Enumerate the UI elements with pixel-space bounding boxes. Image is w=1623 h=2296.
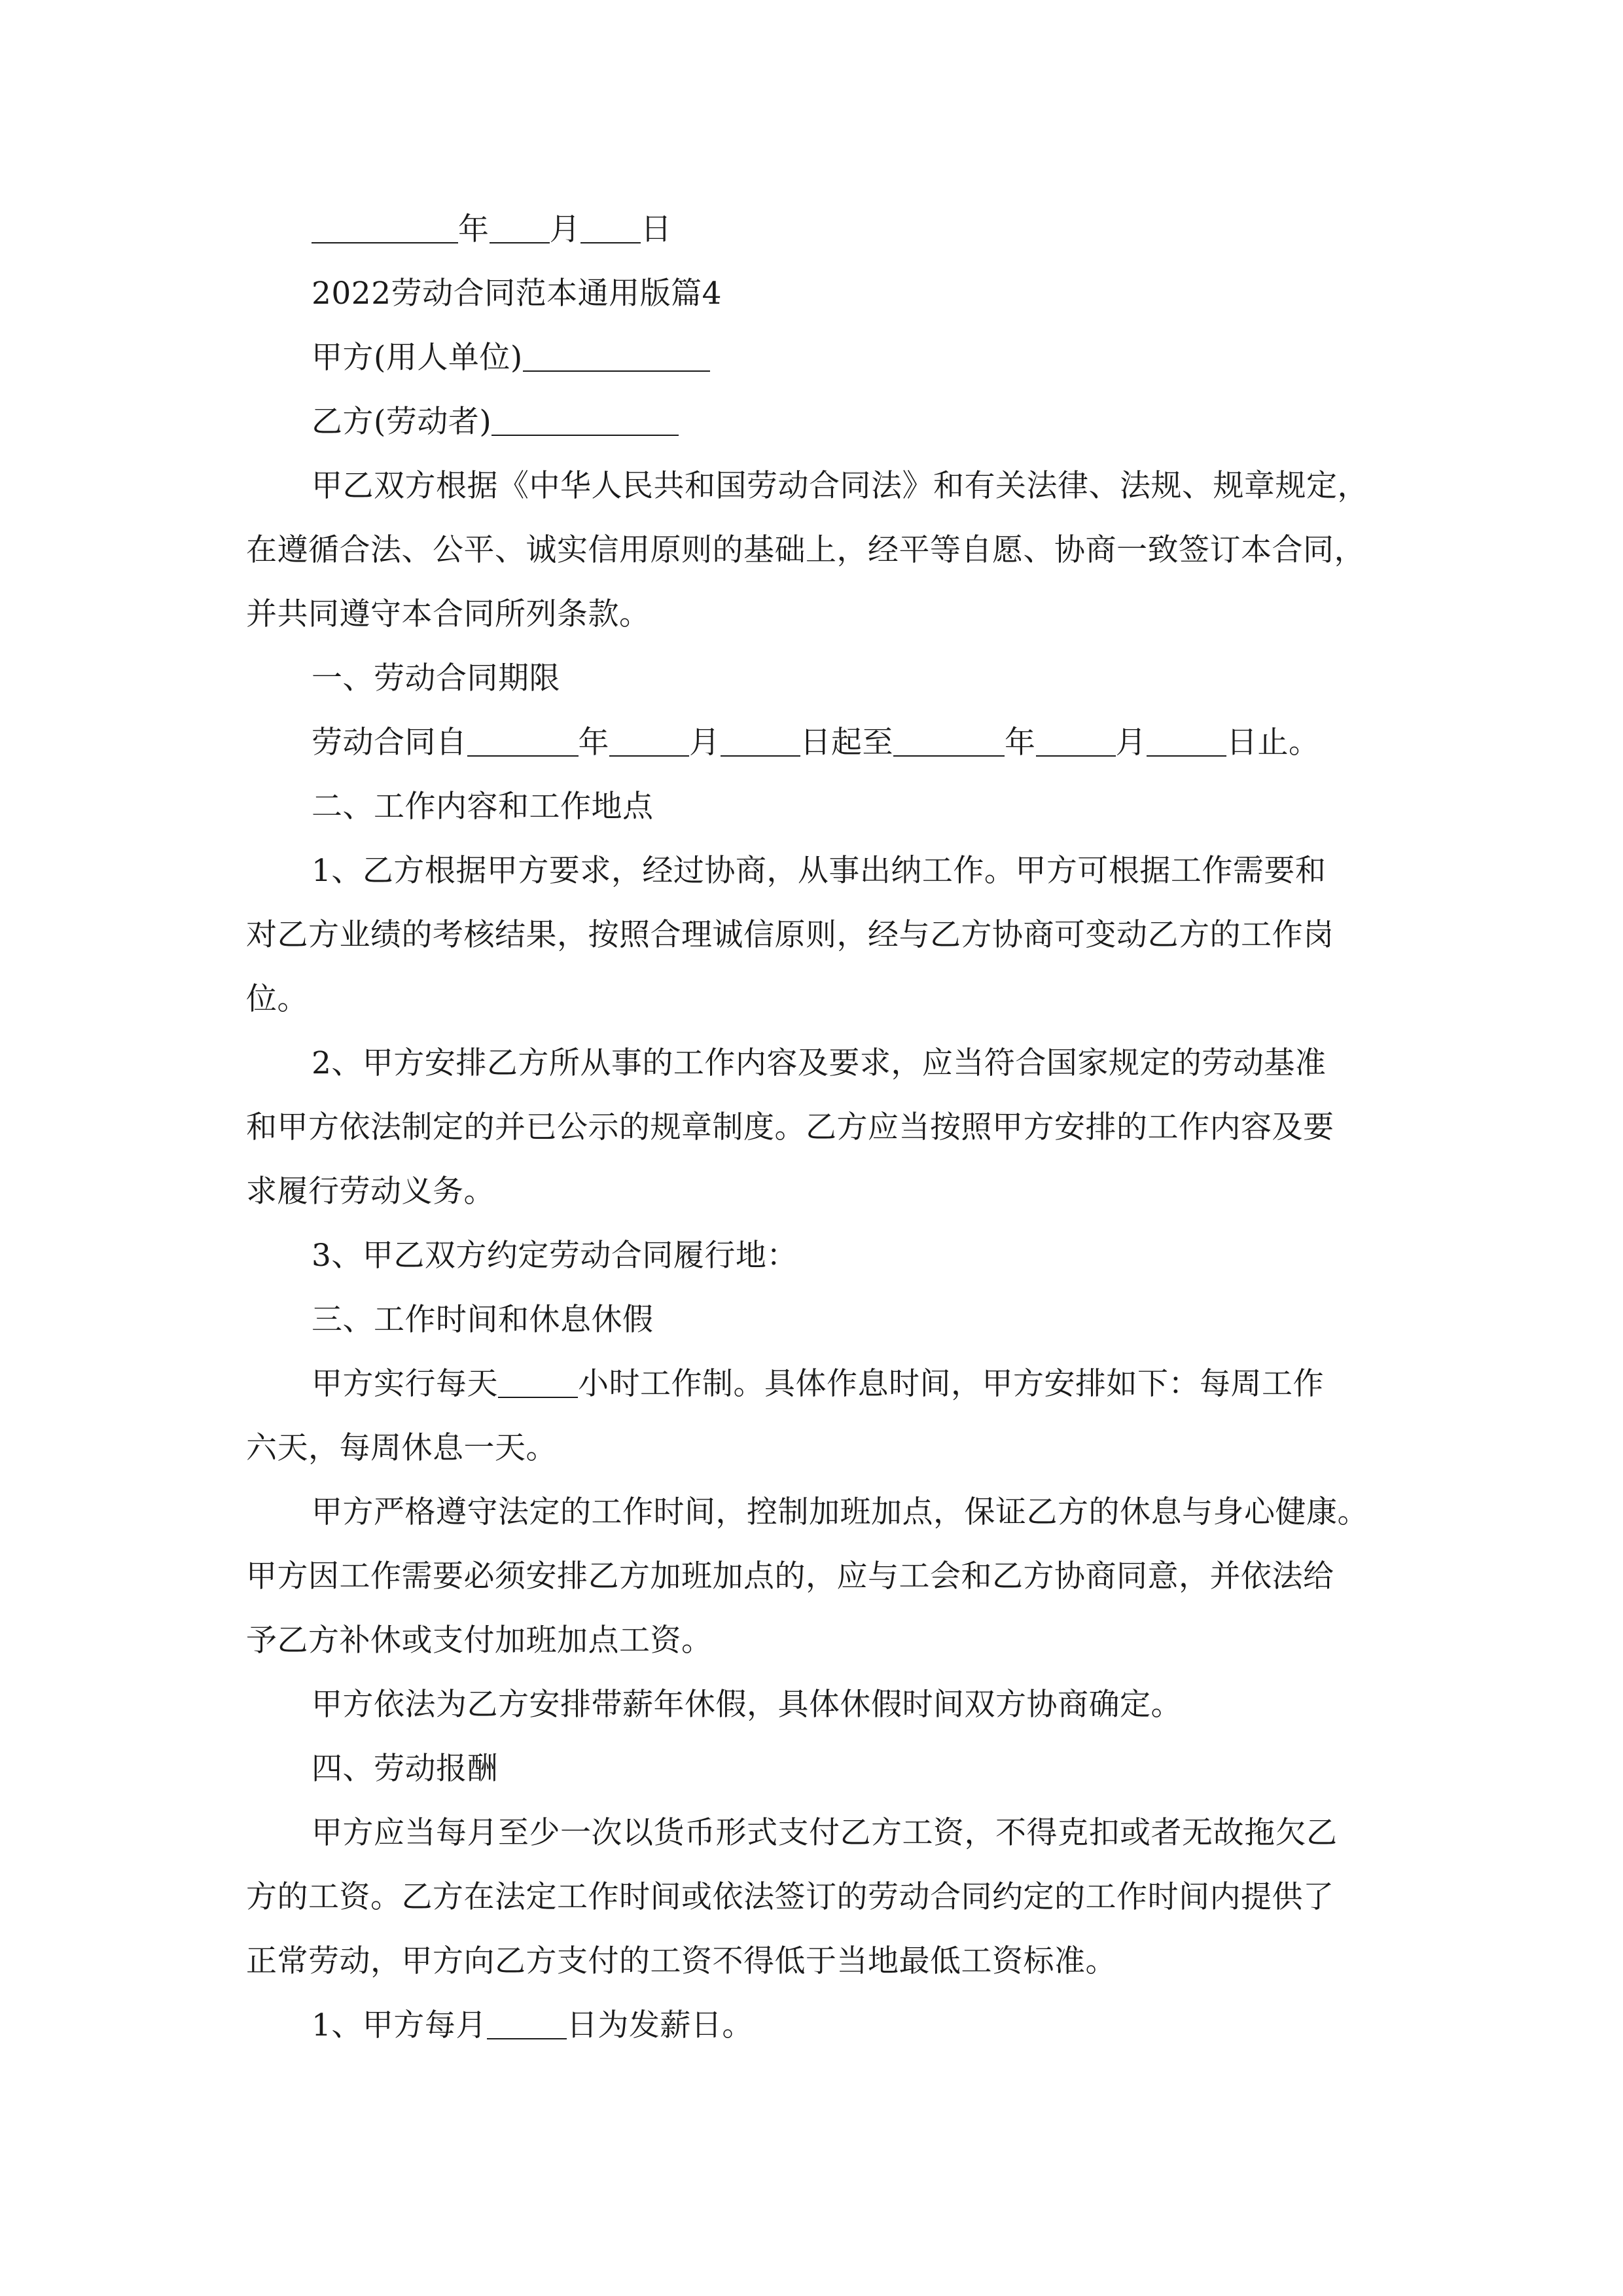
work-item1-line-1: 1、乙方根据甲方要求，经过协商，从事出纳工作。甲方可根据工作需要和 — [312, 853, 1327, 889]
blank-end-month — [1036, 716, 1116, 757]
pay-line-1: 甲方应当每月至少一次以货币形式支付乙方工资，不得克扣或者无故拖欠乙 — [312, 1815, 1338, 1851]
section-heading-pay: 四、劳动报酬 — [312, 1751, 498, 1787]
blank-start-year — [467, 716, 579, 757]
contract-term-line: 劳动合同自 年 月 日起至 年 月 日止。 — [246, 711, 1378, 775]
pay-line-2: 方的工资。乙方在法定工作时间或依法签订的劳动合同约定的工作时间内提供了 — [246, 1879, 1334, 1915]
blank-payday — [487, 1999, 567, 2039]
pay-line-3: 正常劳动，甲方向乙方支付的工资不得低于当地最低工资标准。 — [246, 1943, 1116, 1979]
work-item3-line: 3、甲乙双方约定劳动合同履行地： — [312, 1238, 798, 1274]
blank-start-day — [721, 716, 800, 757]
party-a-line — [246, 326, 1378, 390]
signature-date-line: 年 月 日 — [246, 198, 1378, 262]
work-item2-line-2: 和甲方依法制定的并已公示的规章制度。乙方应当按照甲方安排的工作内容及要 — [246, 1109, 1334, 1145]
overtime-line-2: 甲方因工作需要必须安排乙方加班加点的，应与工会和乙方协商同意，并依法给 — [246, 1558, 1334, 1594]
section-heading-work: 二、工作内容和工作地点 — [312, 789, 654, 825]
section-heading-term: 一、劳动合同期限 — [312, 660, 560, 696]
work-item2-line-1: 2、甲方安排乙方所从事的工作内容及要求，应当符合国家规定的劳动基准 — [312, 1045, 1327, 1081]
work-item1-line-3: 位。 — [246, 981, 308, 1017]
intro-line-3: 并共同遵守本合同所列条款。 — [246, 596, 651, 632]
blank-party-b — [491, 395, 679, 436]
blank-year — [312, 203, 458, 243]
party-b-line — [246, 390, 1378, 454]
overtime-line-3: 予乙方补休或支付加班加点工资。 — [246, 1623, 713, 1659]
hours-line-1: 甲方实行每天 小时工作制。具体作息时间，甲方安排如下：每周工作 — [246, 1352, 1378, 1416]
work-item1-line-2: 对乙方业绩的考核结果，按照合理诚信原则，经与乙方协商可变动乙方的工作岗 — [246, 917, 1334, 953]
document-title: 2022劳动合同范本通用版篇4 — [312, 276, 722, 312]
blank-party-a — [523, 331, 710, 372]
blank-day — [580, 203, 641, 243]
overtime-line-1: 甲方严格遵守法定的工作时间，控制加班加点，保证乙方的休息与身心健康。 — [312, 1494, 1368, 1530]
document-body — [246, 198, 1378, 2058]
blank-end-year — [893, 716, 1005, 757]
hours-line-2: 六天，每周休息一天。 — [246, 1430, 557, 1466]
work-item2-line-3: 求履行劳动义务。 — [246, 1174, 495, 1210]
payday-line: 1、甲方每月 日为发薪日。 — [246, 1994, 1378, 2058]
section-heading-hours: 三、工作时间和休息休假 — [312, 1302, 654, 1338]
party-b-label: 乙方(劳动者) — [312, 404, 492, 440]
party-a-label: 甲方(用人单位) — [312, 340, 523, 376]
annual-leave-line: 甲方依法为乙方安排带薪年休假，具体休假时间双方协商确定。 — [312, 1687, 1182, 1723]
intro-line-1: 甲乙双方根据《中华人民共和国劳动合同法》和有关法律、法规、规章规定， — [312, 468, 1368, 504]
blank-end-day — [1147, 716, 1226, 757]
blank-month — [490, 203, 550, 243]
intro-line-2: 在遵循合法、公平、诚实信用原则的基础上，经平等自愿、协商一致签订本合同， — [246, 532, 1365, 568]
blank-daily-hours — [498, 1357, 578, 1398]
blank-start-month — [609, 716, 689, 757]
